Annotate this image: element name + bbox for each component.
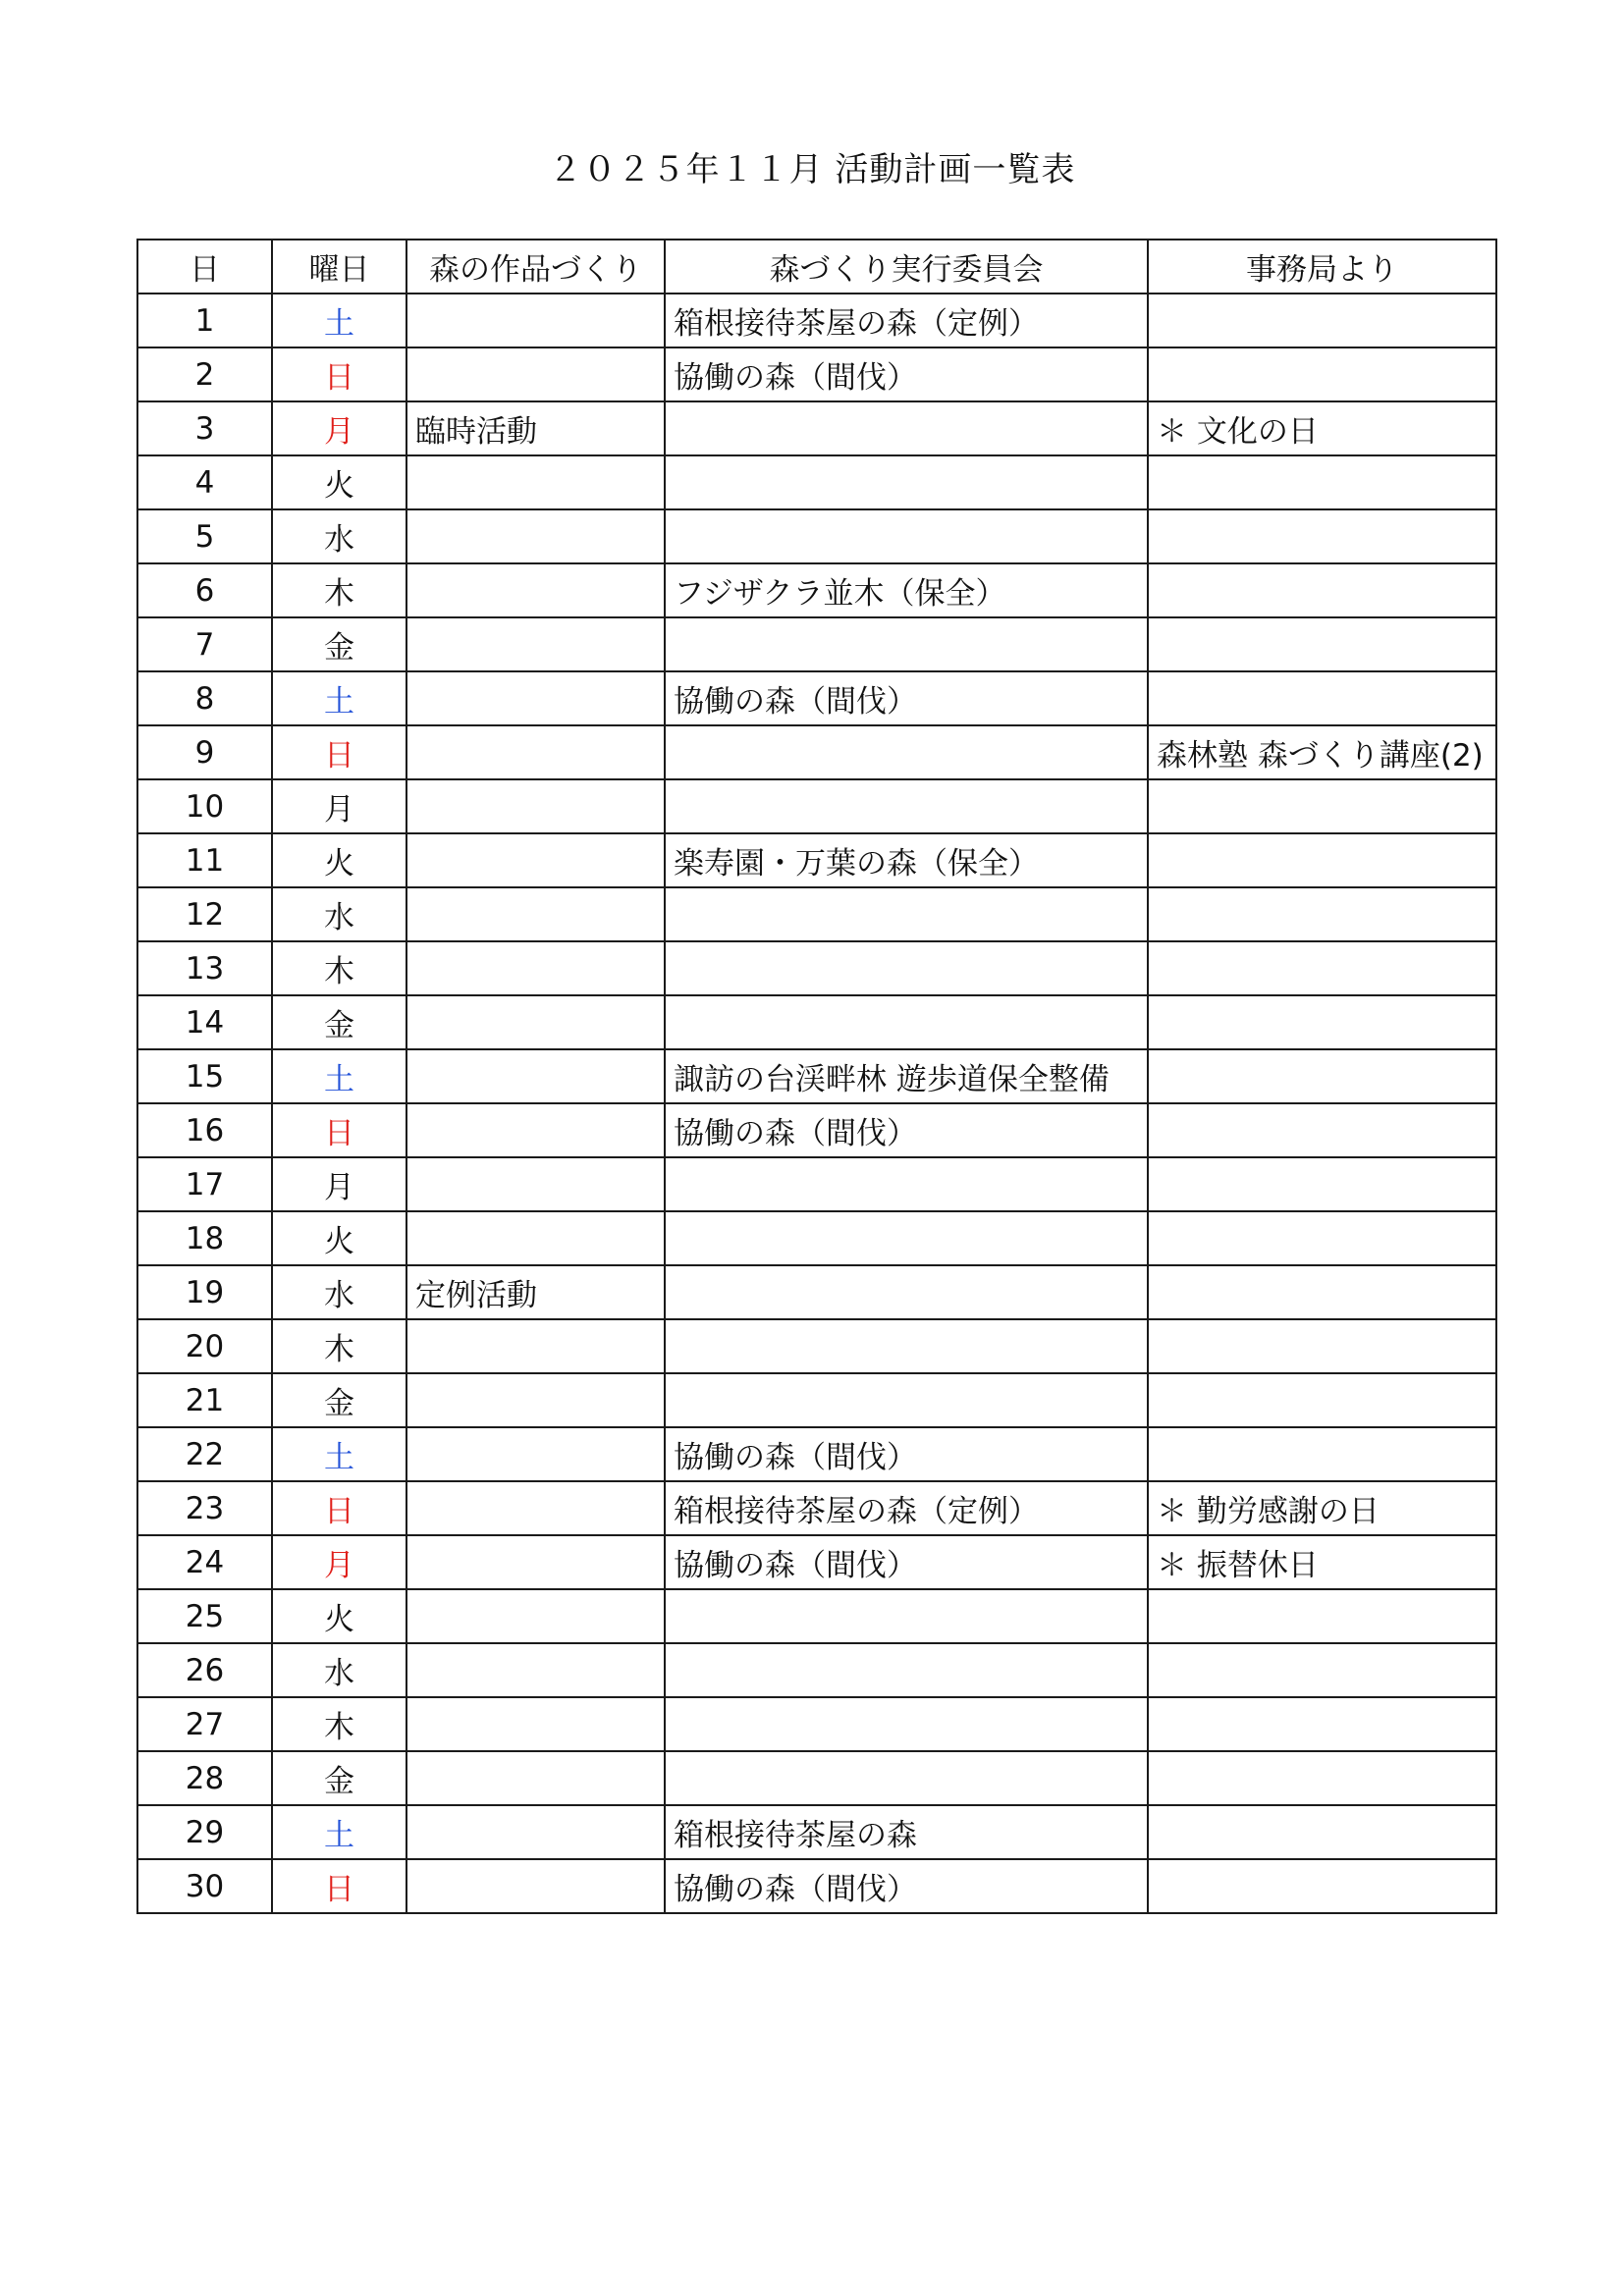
cell-day: 7 [137, 617, 272, 671]
header-day: 日 [137, 240, 272, 294]
cell-office [1148, 1643, 1496, 1697]
cell-day: 24 [137, 1535, 272, 1589]
cell-committee [665, 1265, 1148, 1319]
cell-office: ＊ 勤労感謝の日 [1148, 1481, 1496, 1535]
cell-works [406, 1589, 665, 1643]
cell-weekday: 土 [272, 1805, 406, 1859]
cell-weekday: 日 [272, 347, 406, 401]
cell-day: 13 [137, 941, 272, 995]
cell-works [406, 1859, 665, 1913]
table-row [137, 671, 1496, 725]
cell-committee [665, 1751, 1148, 1805]
cell-works [406, 509, 665, 563]
cell-office [1148, 1319, 1496, 1373]
cell-office: ＊ 振替休日 [1148, 1535, 1496, 1589]
table-row [137, 563, 1496, 617]
cell-weekday: 金 [272, 617, 406, 671]
cell-committee [665, 995, 1148, 1049]
cell-office [1148, 1589, 1496, 1643]
table-row [137, 455, 1496, 509]
cell-office [1148, 294, 1496, 347]
activity-schedule-table [136, 239, 1497, 1914]
table-row [137, 1589, 1496, 1643]
cell-day: 23 [137, 1481, 272, 1535]
table-row [137, 725, 1496, 779]
table-row [137, 347, 1496, 401]
cell-office [1148, 1751, 1496, 1805]
cell-day: 8 [137, 671, 272, 725]
cell-day: 2 [137, 347, 272, 401]
cell-committee [665, 1643, 1148, 1697]
table-row [137, 1751, 1496, 1805]
cell-weekday: 土 [272, 1049, 406, 1103]
cell-office [1148, 1049, 1496, 1103]
cell-works [406, 779, 665, 833]
cell-committee [665, 941, 1148, 995]
cell-day: 21 [137, 1373, 272, 1427]
cell-committee: 協働の森（間伐） [665, 671, 1148, 725]
cell-office [1148, 1805, 1496, 1859]
cell-committee [665, 1211, 1148, 1265]
cell-weekday: 日 [272, 1103, 406, 1157]
cell-committee [665, 779, 1148, 833]
table-row [137, 617, 1496, 671]
cell-works [406, 671, 665, 725]
cell-weekday: 土 [272, 1427, 406, 1481]
cell-committee: 協働の森（間伐） [665, 1535, 1148, 1589]
cell-weekday: 金 [272, 1751, 406, 1805]
header-office: 事務局より [1148, 240, 1496, 294]
cell-weekday: 月 [272, 401, 406, 455]
cell-day: 3 [137, 401, 272, 455]
cell-works [406, 941, 665, 995]
header-weekday: 曜日 [272, 240, 406, 294]
cell-weekday: 水 [272, 1643, 406, 1697]
cell-office [1148, 563, 1496, 617]
cell-office [1148, 671, 1496, 725]
cell-works [406, 1697, 665, 1751]
cell-works: 定例活動 [406, 1265, 665, 1319]
cell-committee: 箱根接待茶屋の森 [665, 1805, 1148, 1859]
cell-weekday: 木 [272, 1697, 406, 1751]
cell-day: 11 [137, 833, 272, 887]
cell-works [406, 1157, 665, 1211]
cell-committee [665, 455, 1148, 509]
cell-day: 26 [137, 1643, 272, 1697]
cell-weekday: 火 [272, 1589, 406, 1643]
cell-committee: フジザクラ並木（保全） [665, 563, 1148, 617]
table-row [137, 1697, 1496, 1751]
cell-works [406, 1535, 665, 1589]
cell-office [1148, 1697, 1496, 1751]
cell-works [406, 1481, 665, 1535]
cell-weekday: 木 [272, 563, 406, 617]
cell-day: 15 [137, 1049, 272, 1103]
cell-committee: 協働の森（間伐） [665, 1427, 1148, 1481]
cell-works [406, 995, 665, 1049]
cell-works [406, 347, 665, 401]
cell-weekday: 月 [272, 779, 406, 833]
cell-committee [665, 401, 1148, 455]
cell-committee: 協働の森（間伐） [665, 1859, 1148, 1913]
cell-works [406, 1751, 665, 1805]
cell-committee [665, 1319, 1148, 1373]
table-row [137, 1157, 1496, 1211]
cell-day: 12 [137, 887, 272, 941]
cell-office [1148, 1103, 1496, 1157]
table-row [137, 1319, 1496, 1373]
cell-committee: 協働の森（間伐） [665, 1103, 1148, 1157]
cell-day: 16 [137, 1103, 272, 1157]
cell-office [1148, 1265, 1496, 1319]
table-row [137, 401, 1496, 455]
table-row [137, 779, 1496, 833]
cell-day: 1 [137, 294, 272, 347]
cell-day: 4 [137, 455, 272, 509]
cell-committee [665, 509, 1148, 563]
header-committee: 森づくり実行委員会 [665, 240, 1148, 294]
cell-works [406, 1427, 665, 1481]
cell-office [1148, 1859, 1496, 1913]
cell-works [406, 1211, 665, 1265]
cell-committee [665, 1697, 1148, 1751]
cell-works [406, 563, 665, 617]
cell-committee: 楽寿園・万葉の森（保全） [665, 833, 1148, 887]
cell-weekday: 火 [272, 1211, 406, 1265]
cell-works [406, 1373, 665, 1427]
cell-office: 森林塾 森づくり講座(2) [1148, 725, 1496, 779]
cell-office [1148, 347, 1496, 401]
cell-office [1148, 887, 1496, 941]
cell-works [406, 887, 665, 941]
cell-day: 22 [137, 1427, 272, 1481]
cell-day: 20 [137, 1319, 272, 1373]
cell-works [406, 833, 665, 887]
cell-day: 18 [137, 1211, 272, 1265]
cell-works [406, 1643, 665, 1697]
cell-weekday: 土 [272, 294, 406, 347]
table-row [137, 1103, 1496, 1157]
cell-day: 30 [137, 1859, 272, 1913]
table-row [137, 1265, 1496, 1319]
cell-weekday: 金 [272, 995, 406, 1049]
cell-committee [665, 1157, 1148, 1211]
cell-day: 5 [137, 509, 272, 563]
cell-office [1148, 995, 1496, 1049]
table-header-row [137, 240, 1496, 294]
table-row [137, 1859, 1496, 1913]
cell-committee [665, 1589, 1148, 1643]
cell-office [1148, 833, 1496, 887]
cell-weekday: 火 [272, 455, 406, 509]
cell-office [1148, 941, 1496, 995]
cell-works: 臨時活動 [406, 401, 665, 455]
table-body [137, 294, 1496, 1913]
cell-day: 28 [137, 1751, 272, 1805]
cell-office [1148, 509, 1496, 563]
cell-works [406, 455, 665, 509]
table-row [137, 887, 1496, 941]
cell-office: ＊ 文化の日 [1148, 401, 1496, 455]
cell-weekday: 水 [272, 509, 406, 563]
cell-works [406, 1049, 665, 1103]
cell-works [406, 617, 665, 671]
table-row [137, 995, 1496, 1049]
cell-office [1148, 1157, 1496, 1211]
cell-committee: 協働の森（間伐） [665, 347, 1148, 401]
cell-weekday: 日 [272, 725, 406, 779]
cell-works [406, 294, 665, 347]
cell-weekday: 火 [272, 833, 406, 887]
cell-weekday: 木 [272, 1319, 406, 1373]
cell-weekday: 水 [272, 887, 406, 941]
cell-committee: 諏訪の台渓畔林 遊歩道保全整備 [665, 1049, 1148, 1103]
table-row [137, 509, 1496, 563]
cell-office [1148, 779, 1496, 833]
cell-weekday: 日 [272, 1481, 406, 1535]
cell-day: 6 [137, 563, 272, 617]
cell-day: 27 [137, 1697, 272, 1751]
table-row [137, 1643, 1496, 1697]
page-title: ２０２５年１１月 活動計画一覧表 [548, 150, 1076, 189]
table-row [137, 1049, 1496, 1103]
cell-day: 9 [137, 725, 272, 779]
cell-weekday: 日 [272, 1859, 406, 1913]
cell-weekday: 木 [272, 941, 406, 995]
cell-committee [665, 887, 1148, 941]
cell-office [1148, 455, 1496, 509]
table-row [137, 1373, 1496, 1427]
cell-committee [665, 1373, 1148, 1427]
table-row [137, 1535, 1496, 1589]
table-row [137, 833, 1496, 887]
header-works: 森の作品づくり [406, 240, 665, 294]
cell-day: 19 [137, 1265, 272, 1319]
cell-office [1148, 617, 1496, 671]
cell-day: 25 [137, 1589, 272, 1643]
cell-office [1148, 1373, 1496, 1427]
table-row [137, 294, 1496, 347]
cell-weekday: 土 [272, 671, 406, 725]
cell-committee [665, 725, 1148, 779]
cell-works [406, 1103, 665, 1157]
cell-weekday: 金 [272, 1373, 406, 1427]
table-row [137, 1481, 1496, 1535]
cell-weekday: 月 [272, 1157, 406, 1211]
table-row [137, 1427, 1496, 1481]
cell-works [406, 1319, 665, 1373]
table-row [137, 1211, 1496, 1265]
cell-works [406, 1805, 665, 1859]
cell-committee: 箱根接待茶屋の森（定例） [665, 294, 1148, 347]
cell-office [1148, 1427, 1496, 1481]
cell-works [406, 725, 665, 779]
cell-committee: 箱根接待茶屋の森（定例） [665, 1481, 1148, 1535]
table-row [137, 941, 1496, 995]
cell-day: 17 [137, 1157, 272, 1211]
cell-weekday: 水 [272, 1265, 406, 1319]
cell-day: 10 [137, 779, 272, 833]
cell-committee [665, 617, 1148, 671]
cell-office [1148, 1211, 1496, 1265]
cell-day: 29 [137, 1805, 272, 1859]
cell-weekday: 月 [272, 1535, 406, 1589]
cell-day: 14 [137, 995, 272, 1049]
table-row [137, 1805, 1496, 1859]
